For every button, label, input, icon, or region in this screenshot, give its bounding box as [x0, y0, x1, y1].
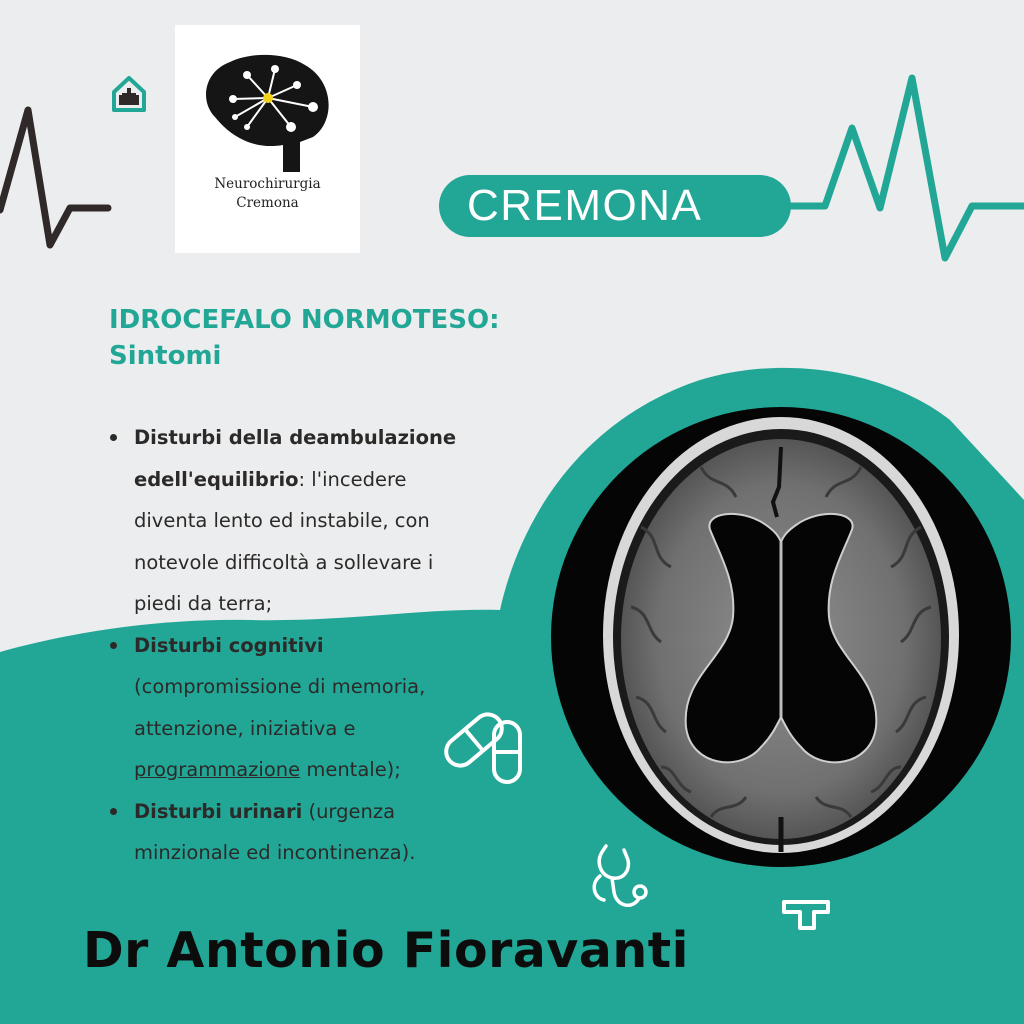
symptoms-list	[108, 417, 478, 874]
hospital-cross-icon	[114, 78, 144, 110]
logo-text	[175, 175, 360, 213]
list-item	[108, 417, 478, 625]
heartbeat-line-right-icon	[790, 78, 1024, 258]
symptom-title: Disturbi cognitivi	[134, 633, 324, 657]
symptom-title: Disturbi urinari	[134, 799, 303, 823]
logo-line-2: Cremona	[236, 195, 299, 211]
logo-card	[175, 25, 360, 253]
mri-brain-scan-image	[551, 407, 1011, 867]
symptom-description: (urgenza minzionale ed incontinenza).	[134, 799, 416, 864]
title-line-1: IDROCEFALO NORMOTESO:	[109, 305, 500, 335]
logo-line-1: Neurochirurgia	[214, 176, 321, 192]
symptom-description: (compromissione di memoria, attenzione, iniziativa e	[134, 675, 426, 740]
symptom-description-end: mentale);	[300, 758, 401, 781]
symptom-description: : l'incedere diventa lento ed instabile, con notevole difficoltà a sollevare i piedi da terra;	[134, 467, 434, 615]
symptom-title: Disturbi della deambulazione edell'equilibrio	[134, 426, 457, 491]
doctor-name: Dr Antonio Fioravanti	[83, 922, 689, 979]
underlined-word: programmazione	[134, 758, 301, 781]
list-item	[108, 791, 478, 874]
city-badge: CREMONA	[439, 175, 791, 237]
list-item	[108, 625, 478, 791]
title-line-2: Sintomi	[109, 341, 222, 371]
page-title	[109, 302, 500, 374]
heartbeat-line-left-icon	[0, 110, 108, 245]
brain-network-icon	[195, 47, 340, 172]
